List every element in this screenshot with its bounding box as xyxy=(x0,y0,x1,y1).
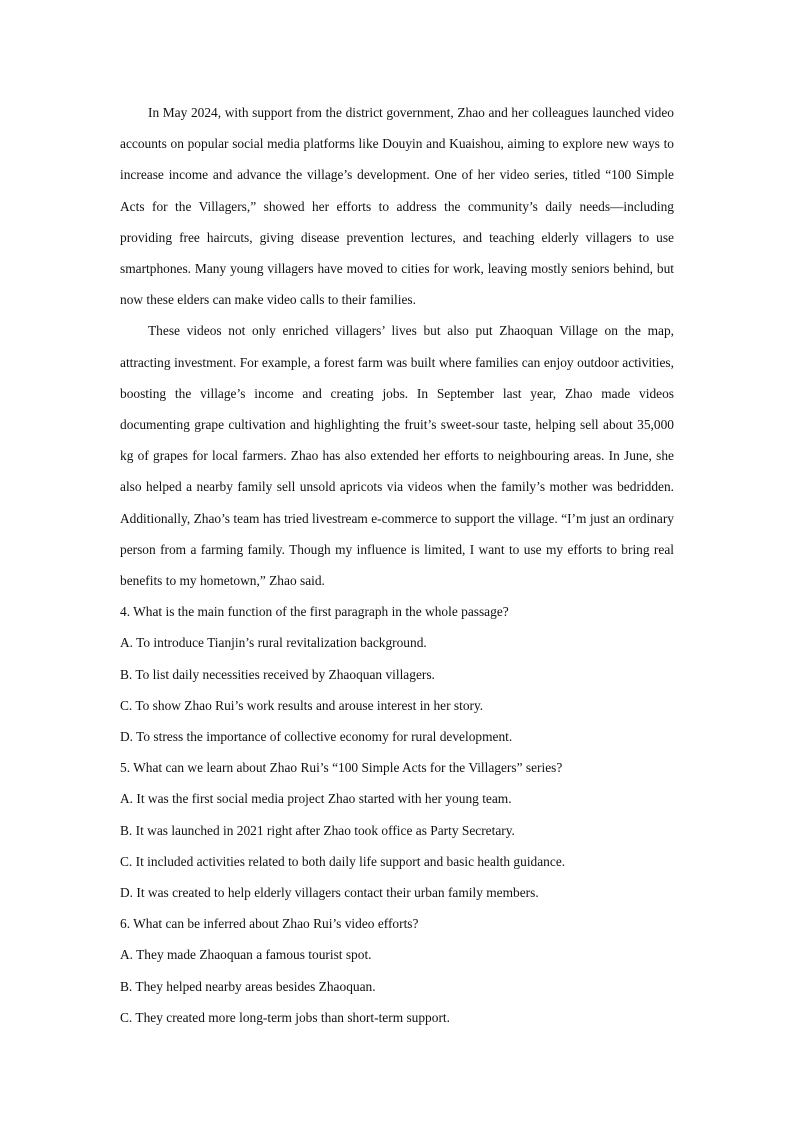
passage-paragraph-1: In May 2024, with support from the district government, Zhao and her colleagues launched video accounts on popular social media platforms like Douyin and Kuaishou, aiming to explore new ways to increase income and advance the village’s development. One of her video series, titled “100 Simple Acts for the Villagers,” showed her efforts to address the community’s daily needs—including providing free haircuts, giving disease prevention lectures, and teaching elderly villagers to use smartphones. Many young villagers have moved to cities for work, leaving mostly seniors behind, but now these elders can make video calls to their families. xyxy=(120,105,674,308)
option-d: D. It was created to help elderly villagers contact their urban family members. xyxy=(120,885,539,901)
option-b: B. They helped nearby areas besides Zhaoquan. xyxy=(120,978,376,994)
option-c: C. To show Zhao Rui’s work results and arouse interest in her story. xyxy=(120,697,484,713)
option-d: D. To stress the importance of collective economy for rural development. xyxy=(120,729,513,745)
question-4 xyxy=(120,596,674,752)
passage-paragraph-2: These videos not only enriched villagers’ lives but also put Zhaoquan Village on the map, attracting investment. For example, a forest farm was built where families can enjoy outdoor activities, boosting the village’s income and creating jobs. In September last year, Zhao made videos documenting grape cultivation and highlighting the fruit’s sweet-sour taste, helping sell about 35,000 kg of grapes for local farmers. Zhao has also extended her efforts to neighbouring areas. In June, she also helped a nearby family sell unsold apricots via videos when the family’s mother was bedridden. Additionally, Zhao’s team has tried livestream e-commerce to support the village. “I’m just an ordinary person from a farming family. Though my influence is limited, I want to use my efforts to bring real benefits to my hometown,” Zhao said. xyxy=(120,323,674,589)
question-stem: 4. What is the main function of the first paragraph in the whole passage? xyxy=(120,604,509,620)
option-c: C. They created more long-term jobs than short-term support. xyxy=(120,1009,450,1025)
question-5 xyxy=(120,752,674,908)
option-a: A. To introduce Tianjin’s rural revitalization background. xyxy=(120,635,427,651)
page-content xyxy=(120,97,674,1033)
question-stem: 5. What can we learn about Zhao Rui’s “100 Simple Acts for the Villagers” series? xyxy=(120,760,563,776)
option-a: A. It was the first social media project Zhao started with her young team. xyxy=(120,791,512,807)
option-b: B. It was launched in 2021 right after Zhao took office as Party Secretary. xyxy=(120,822,515,838)
option-c: C. It included activities related to both daily life support and basic health guidance. xyxy=(120,853,566,869)
question-6 xyxy=(120,908,674,1033)
option-b: B. To list daily necessities received by Zhaoquan villagers. xyxy=(120,666,435,682)
option-a: A. They made Zhaoquan a famous tourist spot. xyxy=(120,947,372,963)
question-stem: 6. What can be inferred about Zhao Rui’s video efforts? xyxy=(120,916,419,932)
